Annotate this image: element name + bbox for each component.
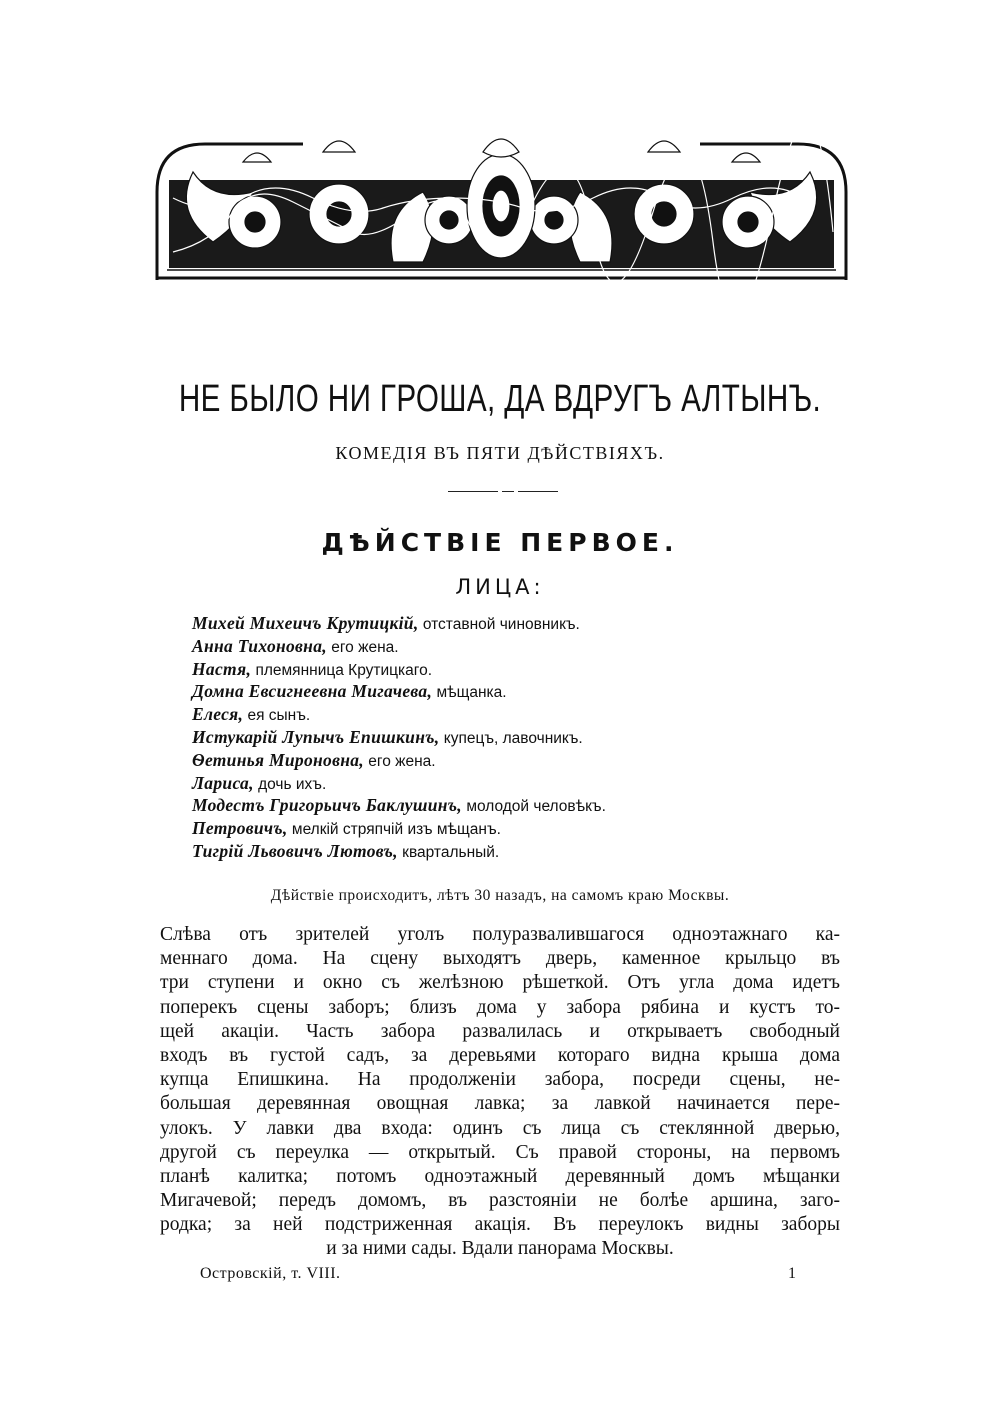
cast-description: купецъ, лавочникъ. [443,729,583,747]
cast-description: квартальный. [402,843,500,861]
cast-name: Истукарій Лупычъ Епишкинъ, [192,726,440,747]
text-line: меннаго дома. На сцену выходятъ дверь, каменное крыльцо въ [160,948,840,970]
divider-rule [448,491,498,492]
text-line: планѣ калитка; потомъ одноэтажный деревянный домъ мѣщанки [160,1165,840,1187]
divider-rule [518,491,558,492]
cast-member [192,635,832,658]
cast-description: мѣщанка. [436,684,507,702]
cast-name: Анна Тихоновна, [192,635,327,656]
text-line: поперекъ сцены заборъ; близъ дома у забора рябина и кустъ то- [160,996,840,1018]
cast-description: мелкій стряпчій изъ мѣщанъ. [291,821,501,839]
cast-member [192,749,832,772]
ornamental-headpiece [153,122,850,284]
setting-note: Дѣйствіе происходитъ, лѣтъ 30 назадъ, на самомъ краю Москвы. [270,887,730,904]
cast-name: Петровичъ, [192,818,288,839]
cast-name: Ѳетинья Мироновна, [192,749,364,770]
act-heading: ДѢЙСТВІЕ ПЕРВОЕ. [321,528,679,557]
play-title: НЕ БЫЛО НИ ГРОША, ДА ВДРУГЪ АЛТЫНЪ. [178,378,822,420]
cast-name: Домна Евсигнеевна Мигачева, [192,681,433,702]
cast-name: Модестъ Григорьичъ Баклушинъ, [192,795,462,816]
cast-member [192,726,832,749]
text-line: купца Епишкина. На продолженіи забора, посреди сцены, не- [160,1069,840,1091]
footer-signature: Островскій, т. VIII. [200,1265,341,1282]
play-subtitle: КОМЕДІЯ ВЪ ПЯТИ ДѢЙСТВІЯХЪ. [335,443,665,463]
cast-name: Лариса, [192,772,254,793]
cast-description: его жена. [368,752,436,770]
text-line: щей акаціи. Часть забора развалилась и открываетъ свободный [160,1020,840,1042]
text-line: улокъ. У лавки два входа: одинъ съ лица съ стеклянной дверью, [160,1117,840,1139]
divider-rule [502,491,514,492]
cast-member [192,658,832,681]
cast-member [192,772,832,795]
cast-heading: ЛИЦА: [455,575,545,599]
cast-name: Елеся, [192,704,244,725]
cast-description: его жена. [331,638,399,656]
text-line: большая деревянная овощная лавка; за лавкой начинается пере- [160,1093,840,1115]
stage-direction [160,923,840,1262]
cast-description: ея сынъ. [247,707,311,725]
cast-list [192,612,832,863]
cast-member [192,703,832,726]
text-line: три ступени и окно съ желѣзною рѣшеткой. Отъ угла дома идетъ [160,972,840,994]
cast-description: племянница Крутицкаго. [255,661,433,679]
text-line: другой съ переулка — открытый. Съ правой стороны, на первомъ [160,1141,840,1163]
text-line: и за ними сады. Вдали панорама Москвы. [326,1238,674,1260]
text-line: Слѣва отъ зрителей уголъ полуразвалившагося одноэтажнаго ка- [160,924,840,945]
page-number: 1 [788,1265,796,1282]
cast-description: дочь ихъ. [258,775,327,793]
cast-member [192,794,832,817]
cast-name: Тигрій Львовичъ Лютовъ, [192,840,398,861]
cast-member [192,680,832,703]
cast-name: Настя, [192,658,252,679]
cast-description: молодой человѣкъ. [466,798,606,816]
cast-member [192,612,832,635]
cast-member [192,840,832,863]
text-line: родка; за ней подстриженная акація. Въ переулокъ видны заборы [160,1214,840,1236]
cast-member [192,817,832,840]
text-line: входъ въ густой садъ, за деревьями котораго видна крыша дома [160,1044,840,1066]
cast-description: отставной чиновникъ. [422,616,580,633]
cast-name: Михей Михеичъ Крутицкій, [192,613,419,633]
text-line: Мигачевой; передъ домомъ, въ разстояніи не болѣе аршина, заго- [160,1190,840,1212]
